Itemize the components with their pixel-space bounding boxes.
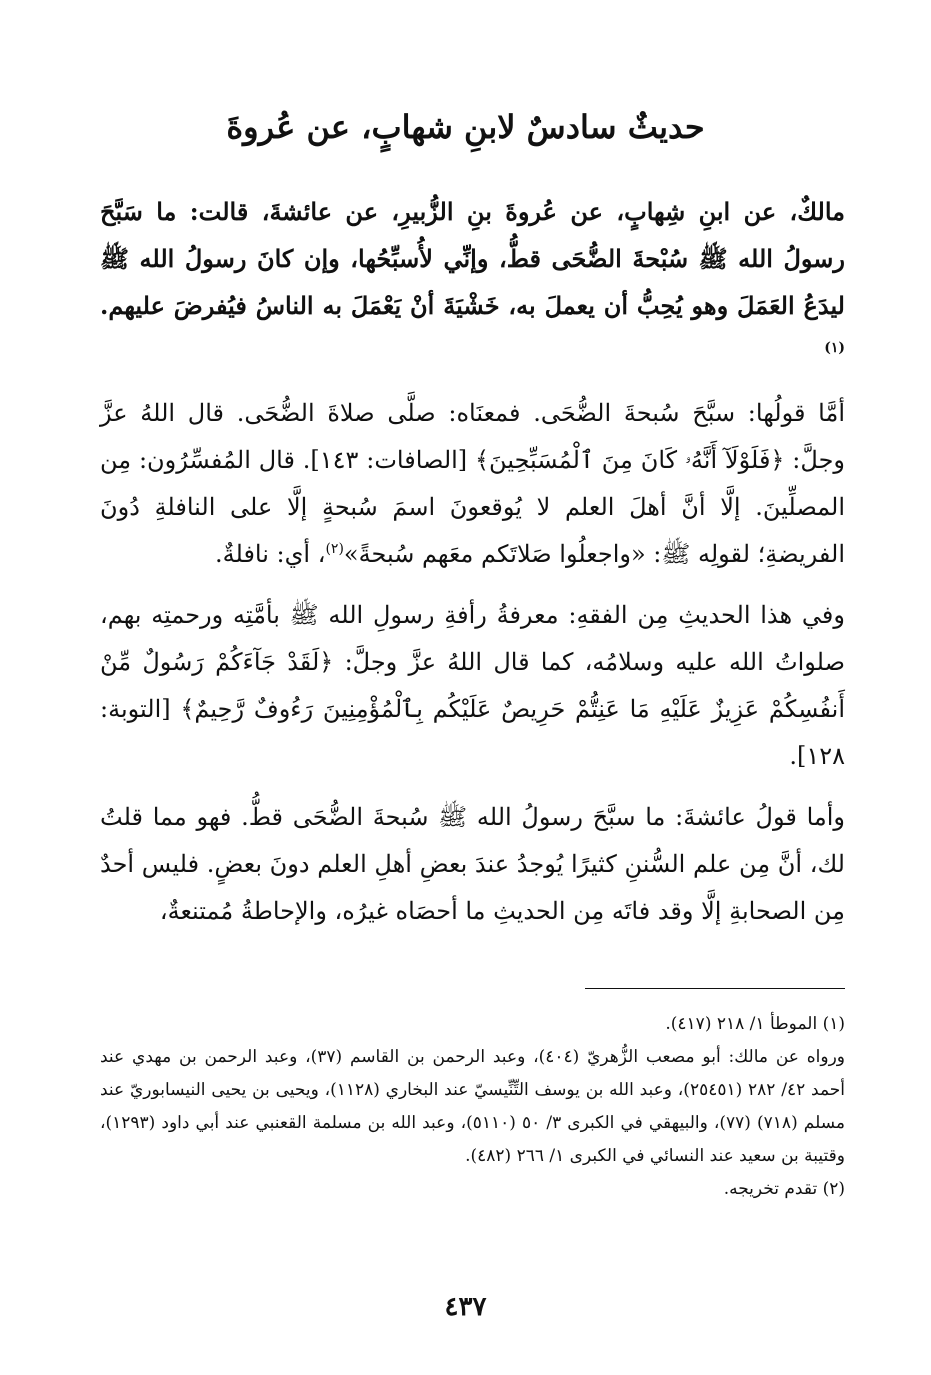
hadith-text: مالكٌ، عن ابنِ شِهابٍ، عن عُروةَ بنِ الزُّبيرِ، عن عائشةَ، قالت: ما سَبَّحَ رسولُ الله ﷺ سُبْحةَ الضُّحَى قطُّ، وإنِّي لأُسبِّحُها، وإن كانَ رسولُ الله ﷺ ليدَعُ العَمَلَ وهو يُحِبُّ أن يعملَ به، خَشْيَةَ أنْ يَعْمَلَ به الناسُ فيُفرضَ عليهم.	[100, 197, 845, 320]
commentary-paragraph-1	[100, 390, 845, 578]
commentary-1-text: أمَّا قولُها: سبَّحَ سُبحةَ الضُّحَى. فمعنَاه: صلَّى صلاةَ الضُّحَى. قال اللهُ عزَّ وجلَّ: ﴿فَلَوْلَآ أَنَّهُۥ كَانَ مِنَ ٱلْمُسَبِّحِينَ﴾ [الصافات: ١٤٣]. قال المُفسِّرُون: مِن المصلِّينَ. إلَّا أنَّ أهلَ العلم لا يُوقعونَ اسمَ سُبحةٍ إلَّا على النافلةِ دُونَ الفريضةِ؛ لقولِه ﷺ: «واجعلُوا صَلاتَكم معَهم سُبحةً»	[100, 399, 845, 568]
footnote-1-body: ورواه عن مالك: أبو مصعب الزُّهريّ (٤٠٤)، وعبد الرحمن بن القاسم (٣٧)، وعبد الرحمن بن مهدي عند أحمد ٤٢/ ٢٨٢ (٢٥٤٥١)، وعبد الله بن يوسف التِّنِّيسيّ عند البخاري (١١٢٨)، ويحيى بن يحيى النيسابوريّ عند مسلم (٧١٨) (٧٧)، والبيهقي في الكبرى ٣/ ٥٠ (٥١١٠)، وعبد الله بن مسلمة القعنبي عند أبي داود (١٢٩٣)، وقتيبة بن سعيد عند النسائي في الكبرى ١/ ٢٦٦ (٤٨٢).	[100, 1047, 846, 1166]
commentary-paragraph-2: وفي هذا الحديثِ مِن الفقهِ: معرفةُ رأفةِ رسولِ الله ﷺ بأمَّتِه ورحمتِه بهم، صلواتُ الله عليه وسلامُه، كما قال اللهُ عزَّ وجلَّ: ﴿لَقَدْ جَآءَكُمْ رَسُولٌ مِّنْ أَنفُسِكُمْ عَزِيزٌ عَلَيْهِ مَا عَنِتُّمْ حَرِيصٌ عَلَيْكُم بِٱلْمُؤْمِنِينَ رَءُوفٌ رَّحِيمٌ﴾ [التوبة: ١٢٨].	[100, 601, 845, 770]
footnote-2: (٢) تقدم تخريجه.	[723, 1179, 845, 1199]
footnote-ref-2: (٢)	[325, 541, 344, 557]
main-text	[100, 188, 845, 949]
commentary-1-tail: ، أي: نافلةٌ.	[215, 540, 326, 568]
chapter-heading: حديثٌ سادسٌ لابنِ شهابٍ، عن عُروةَ	[226, 108, 705, 146]
footnotes	[100, 1008, 845, 1206]
commentary-paragraph-3: وأما قولُ عائشةَ: ما سبَّحَ رسولُ الله ﷺ سُبحةَ الضُّحَى قطُّ. فهو مما قلتُ لك، أنَّ مِن علم السُّننِ كثيرًا يُوجدُ عندَ بعضِ أهلِ العلم دونَ بعضٍ. فليس أحدٌ مِن الصحابةِ إلَّا وقد فاتَه مِن الحديثِ ما أحصَاه غيرُه، والإحاطةُ مُمتنعةٌ،	[100, 803, 845, 925]
footnote-1-head: (١) الموطأ ١/ ٢١٨ (٤١٧).	[665, 1014, 845, 1034]
hadith-paragraph	[100, 188, 845, 376]
footnote-ref-1: (١)	[824, 340, 845, 356]
footnote-separator	[585, 988, 845, 989]
page-number: ٤٣٧	[444, 1292, 487, 1322]
